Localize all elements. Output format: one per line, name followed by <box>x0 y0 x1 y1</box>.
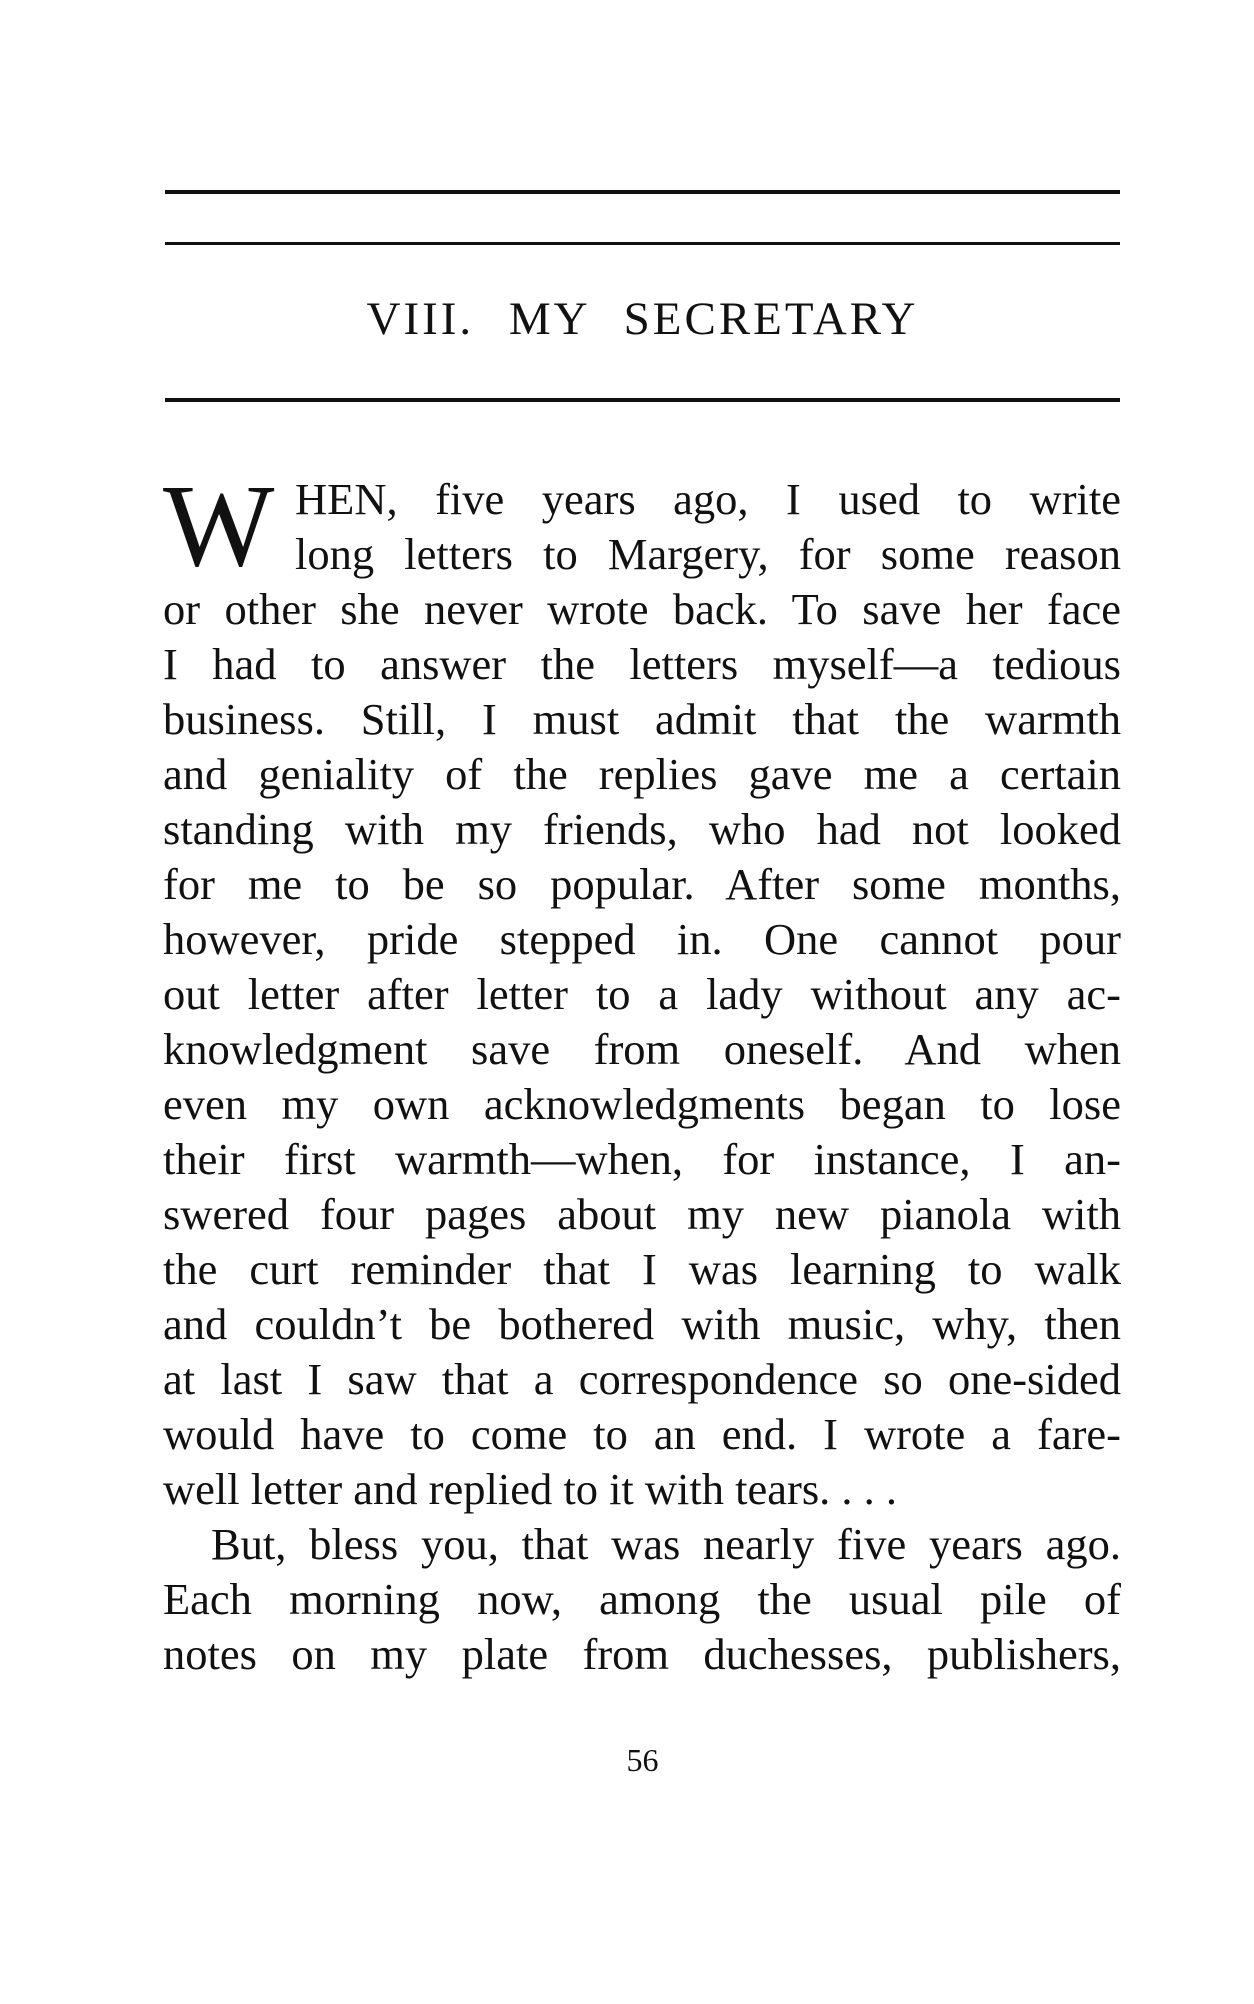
top-rule-thin <box>165 242 1120 245</box>
text-line: business. Still, I must admit that the warmth <box>163 694 1121 744</box>
top-rule-thick <box>165 190 1120 194</box>
text-line: their first warmth—when, for instance, I an- <box>163 1134 1121 1184</box>
text-line: Each morning now, among the usual pile of <box>163 1574 1121 1624</box>
body-text <box>163 460 1121 1682</box>
line-text: long letters to Margery, for some reason <box>295 529 1121 579</box>
text-line: swered four pages about my new pianola with <box>163 1189 1121 1239</box>
text-line: and couldn’t be bothered with music, why, then <box>163 1299 1121 1349</box>
drop-cap: W <box>163 460 275 591</box>
text-line: however, pride stepped in. One cannot pour <box>163 914 1121 964</box>
text-line: notes on my plate from duchesses, publishers, <box>163 1629 1121 1679</box>
text-line: well letter and replied to it with tears. . . . <box>163 1464 898 1514</box>
text-line: knowledgment save from oneself. And when <box>163 1024 1121 1074</box>
line-text: HEN, five years ago, I used to write <box>295 474 1121 524</box>
text-line: or other she never wrote back. To save her face <box>163 584 1121 634</box>
text-line: out letter after letter to a lady without any ac- <box>163 969 1121 1019</box>
text-line: would have to come to an end. I wrote a fare- <box>163 1409 1121 1459</box>
text-line: and geniality of the replies gave me a certain <box>163 749 1121 799</box>
paragraph-2 <box>163 1517 1121 1682</box>
text-line <box>163 527 1121 582</box>
paragraph-1 <box>163 460 1121 1517</box>
text-line: even my own acknowledgments began to lose <box>163 1079 1121 1129</box>
title-underline-rule <box>165 398 1120 402</box>
text-line: But, bless you, that was nearly five years ago. <box>211 1519 1121 1569</box>
text-line: the curt reminder that I was learning to walk <box>163 1244 1121 1294</box>
text-line: I had to answer the letters myself—a tedious <box>163 639 1121 689</box>
text-line: standing with my friends, who had not looked <box>163 804 1121 854</box>
page-number: 56 <box>626 1742 659 1778</box>
text-line: for me to be so popular. After some months, <box>163 859 1121 909</box>
chapter-title: VIII. MY SECRETARY <box>366 293 919 345</box>
text-line: at last I saw that a correspondence so one-sided <box>163 1354 1121 1404</box>
